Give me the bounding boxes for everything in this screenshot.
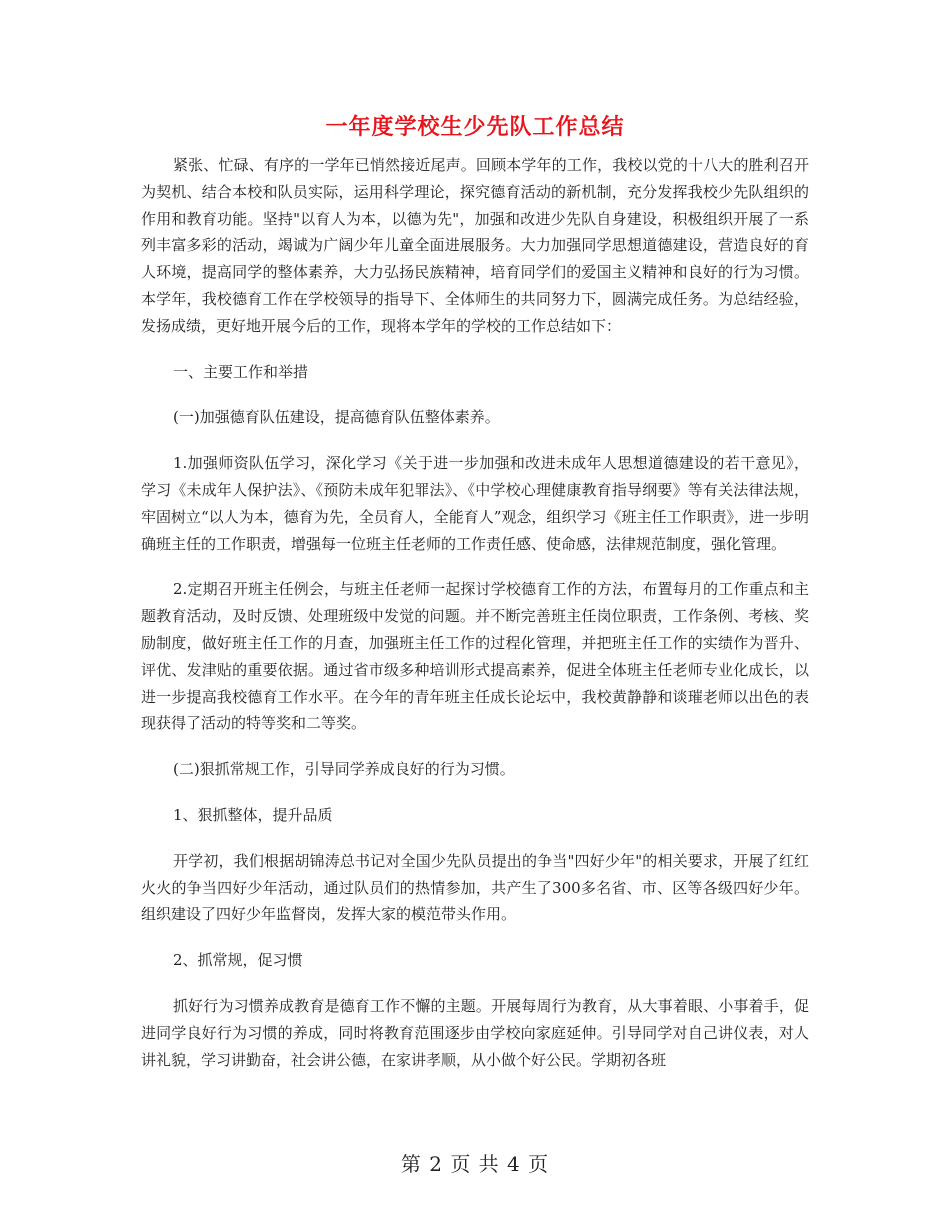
point-heading-2: 2、抓常规，促习惯 (173, 951, 303, 970)
paragraph-four-good: 开学初，我们根据胡锦涛总书记对全国少先队员提出的争当"四好少年"的相关要求，开展了红红火火的争当四好少年活动，通过队员们的热情参加，共产生了300多名省、市、区等各级四好少年。组织建设了四好少年监督岗，发挥大家的模范带头作用。 (141, 851, 809, 924)
subsection-heading-1: (一)加强德育队伍建设，提高德育队伍整体素养。 (173, 408, 500, 427)
document-title: 一年度学校生少先队工作总结 (325, 115, 625, 140)
paragraph-item-2: 2.定期召开班主任例会，与班主任老师一起探讨学校德育工作的方法，布置每月的工作重点和主题教育活动，及时反馈、处理班级中发觉的问题。并不断完善班主任岗位职责，工作条例、考核、奖励制度，做好班主任工作的月查，加强班主任工作的过程化管理，并把班主任工作的实绩作为晋升、评优、发津贴的重要依据。通过省市级多种培训形式提高素养，促进全体班主任老师专业化成长，以进一步提高我校德育工作水平。在今年的青年班主任成长论坛中，我校黄静静和谈璀老师以出色的表现获得了活动的特等奖和二等奖。 (141, 580, 809, 733)
paragraph-intro: 紧张、忙碌、有序的一学年已悄然接近尾声。回顾本学年的工作，我校以党的十八大的胜利召开为契机、结合本校和队员实际，运用科学理论，探究德育活动的新机制，充分发挥我校少先队组织的作用和教育功能。坚持"以育人为本，以德为先"，加强和改进少先队自身建设，积极组织开展了一系列丰富多彩的活动，竭诚为广阔少年儿童全面进展服务。大力加强同学思想道德建设，营造良好的育人环境，提高同学的整体素养，大力弘扬民族精神，培育同学们的爱国主义精神和良好的行为习惯。本学年，我校德育工作在学校领导的指导下、全体师生的共同努力下，圆满完成任务。为总结经验，发扬成绩，更好地开展今后的工作，现将本学年的学校的工作总结如下： (141, 156, 809, 335)
paragraph-habits: 抓好行为习惯养成教育是德育工作不懈的主题。开展每周行为教育，从大事着眼、小事着手，促进同学良好行为习惯的养成，同时将教育范围逐步由学校向家庭延伸。引导同学对自己讲仪表，对人讲礼貌，学习讲勤奋，社会讲公德，在家讲孝顺，从小做个好公民。学期初各班 (141, 996, 809, 1069)
subsection-heading-2: (二)狠抓常规工作，引导同学养成良好的行为习惯。 (173, 760, 515, 779)
page-number-footer: 第 2 页 共 4 页 (400, 1152, 550, 1176)
section-heading-main-work: 一、主要工作和举措 (173, 362, 309, 381)
document-body (141, 152, 809, 1073)
paragraph-item-1: 1.加强师资队伍学习，深化学习《关于进一步加强和改进未成年人思想道德建设的若干意见》，学习《未成年人保护法》、《预防未成年犯罪法》、《中学校心理健康教育指导纲要》等有关法律法规，牢固树立“以人为本，德育为先，全员育人，全能育人”观念，组织学习《班主任工作职责》，进一步明确班主任的工作职责，增强每一位班主任老师的工作责任感、使命感，法律规范制度，强化管理。 (141, 454, 809, 553)
point-heading-1: 1、狠抓整体，提升品质 (173, 805, 333, 824)
